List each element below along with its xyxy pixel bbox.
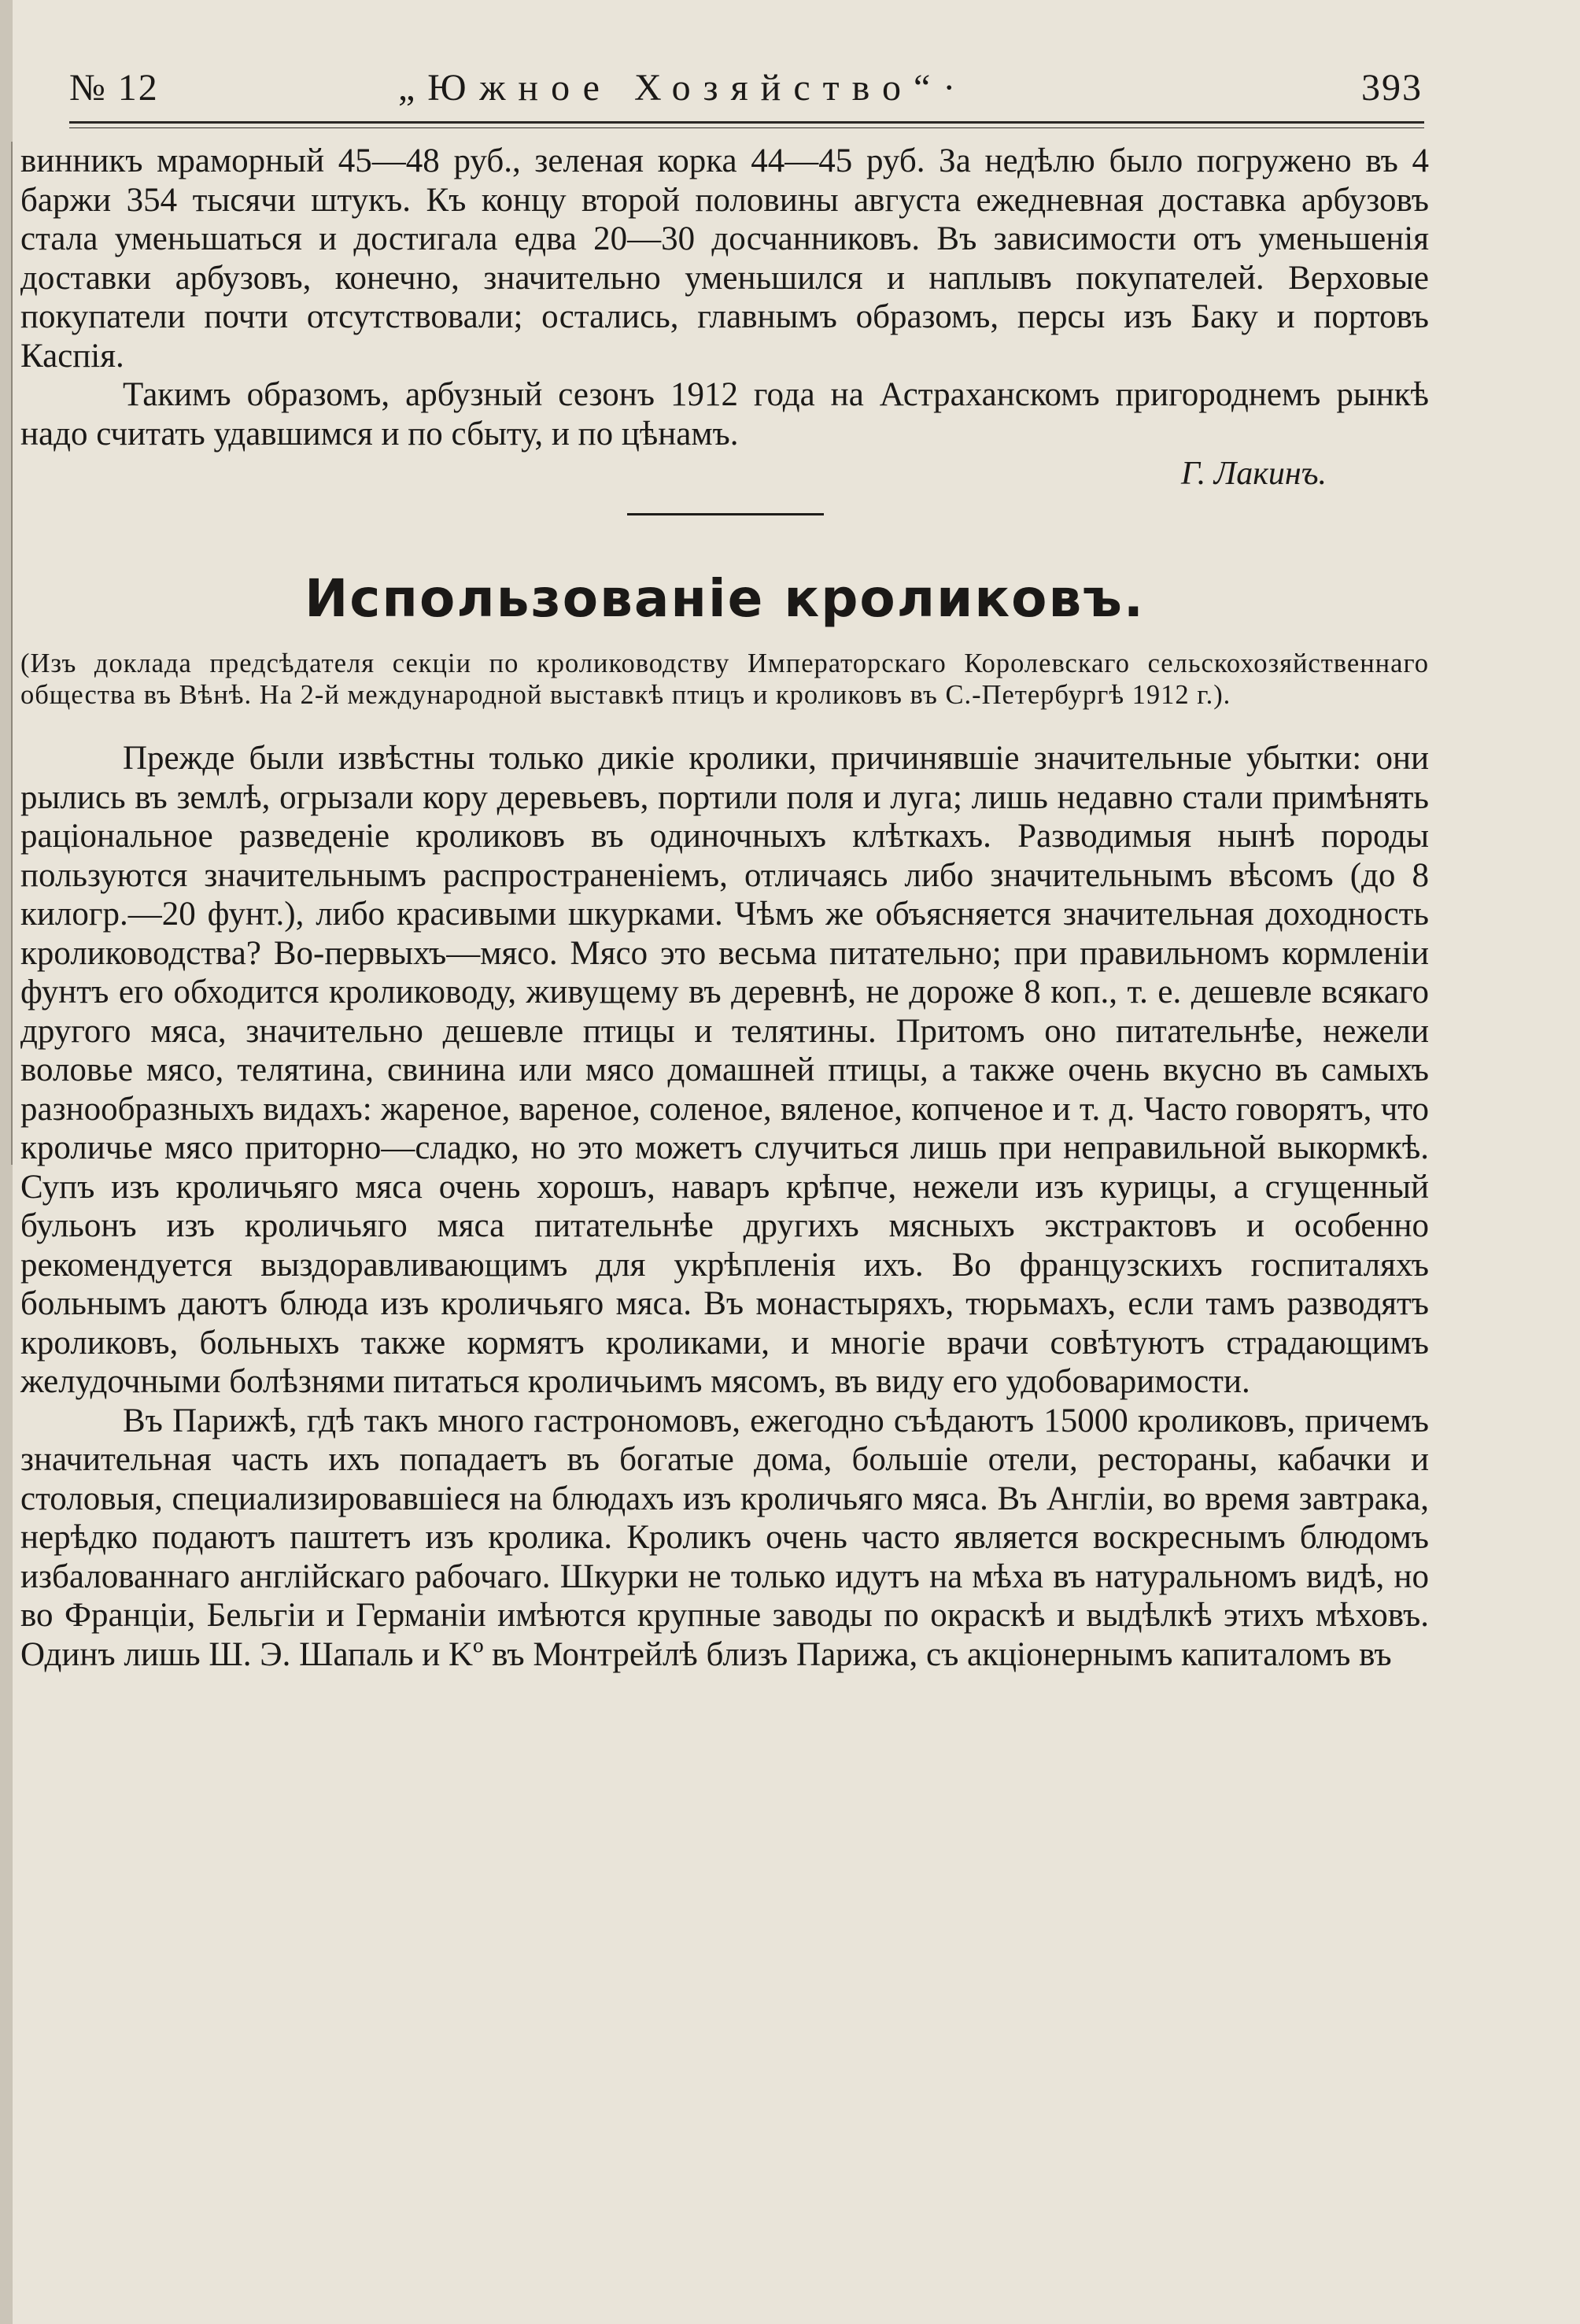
header-rule-thin [69, 127, 1424, 128]
article-title: Использованіе кроликовъ. [305, 568, 1145, 629]
page-number: 393 [1361, 67, 1423, 109]
article-subtitle: (Изъ доклада предсѣдателя секціи по кролиководству Императорскаго Королевскаго сельскохозяйственнаго общества въ Вѣнѣ. На 2-й международной выставкѣ птицъ и кроликовъ въ С.-Петербургѣ 1912 г.). [20, 648, 1429, 710]
page-content [20, 142, 1429, 1674]
article-paragraph-2: Въ Парижѣ, гдѣ такъ много гастрономовъ, ежегодно съѣдаютъ 15000 кроликовъ, причемъ значительная часть ихъ попадаетъ въ богатые дома, большіе отели, рестораны, кабачки и столовыя, специализировавшіеся на блюдахъ изъ кроличьяго мяса. Въ Англіи, во время завтрака, нерѣдко подаютъ паштетъ изъ кролика. Кроликъ очень часто является воскреснымъ блюдомъ избалованнаго англійскаго рабочаго. Шкурки не только идутъ на мѣха въ натуральномъ видѣ, но во Франціи, Бельгіи и Германіи имѣются крупные заводы по окраскѣ и выдѣлкѣ этихъ мѣховъ. Одинъ лишь Ш. Э. Шапаль и Kº въ Монтрейлѣ близъ Парижа, съ акціонернымъ капиталомъ въ [20, 1402, 1429, 1673]
issue-number: № 12 [69, 67, 159, 109]
article-paragraph-1: Прежде были извѣстны только дикіе кролики, причинявшіе значительные убытки: они рылись въ землѣ, огрызали кору деревьевъ, портили поля и луга; лишь недавно стали примѣнять раціональное разведеніе кроликовъ въ одиночныхъ клѣткахъ. Разводимыя нынѣ породы пользуются значительнымъ распространеніемъ, отличаясь либо значительнымъ вѣсомъ (до 8 килогр.—20 фунт.), либо красивыми шкурками. Чѣмъ же объясняется значительная доходность кролиководства? Во-первыхъ—мясо. Мясо это весьма питательно; при правильномъ кормленіи фунтъ его обходится кролиководу, живущему въ деревнѣ, не дороже 8 коп., т. е. дешевле всякаго другого мяса, значительно дешевле птицы и телятины. Притомъ оно питательнѣе, нежели воловье мясо, телятина, свинина или мясо домашней птицы, а также очень вкусно въ самыхъ разнообразныхъ видахъ: жареное, вареное, соленое, вяленое, копченое и т. д. Часто говорятъ, что кроличье мясо приторно—сладко, но это можетъ случиться лишь при неправильной выкормкѣ. Супъ изъ кроличьяго мяса очень хорошъ, наваръ крѣпче, нежели изъ курицы, а сгущенный бульонъ изъ кроличьяго мяса питательнѣе другихъ мясныхъ экстрактовъ и особенно рекомендуется выздоравливающимъ для укрѣпленія ихъ. Во французскихъ госпиталяхъ больнымъ даютъ блюда изъ кроличьяго мяса. Въ монастыряхъ, тюрьмахъ, если тамъ разводятъ кроликовъ, больныхъ также кормятъ кроликами, и многіе врачи совѣтуютъ страдающимъ желудочными болѣзнями питаться кроличьимъ мясомъ, въ виду его удобоваримости. [20, 740, 1429, 1400]
running-header [69, 66, 1423, 121]
journal-title: „Южное Хозяйство“· [398, 67, 969, 109]
intro-paragraph-1: винникъ мраморный 45—48 руб., зеленая корка 44—45 руб. За недѣлю было погружено въ 4 баржи 354 тысячи штукъ. Къ концу второй половины августа ежедневная доставка арбузовъ стала уменьшаться и достигала едва 20—30 досчанниковъ. Въ зависимости отъ уменьшенія доставки арбузовъ, конечно, значительно уменьшился и наплывъ покупателей. Верховые покупатели почти отсутствовали; остались, главнымъ образомъ, персы изъ Баку и портовъ Каспія. [20, 142, 1429, 375]
header-rule [69, 121, 1424, 124]
section-separator [627, 513, 824, 515]
author-signature: Г. Лакинъ. [1181, 456, 1327, 492]
gutter-rule [11, 142, 13, 1165]
article-body [20, 739, 1429, 1674]
intro-paragraph-2: Такимъ образомъ, арбузный сезонъ 1912 года на Астраханскомъ пригороднемъ рынкѣ надо считать удавшимся и по сбыту, и по цѣнамъ. [20, 376, 1429, 453]
